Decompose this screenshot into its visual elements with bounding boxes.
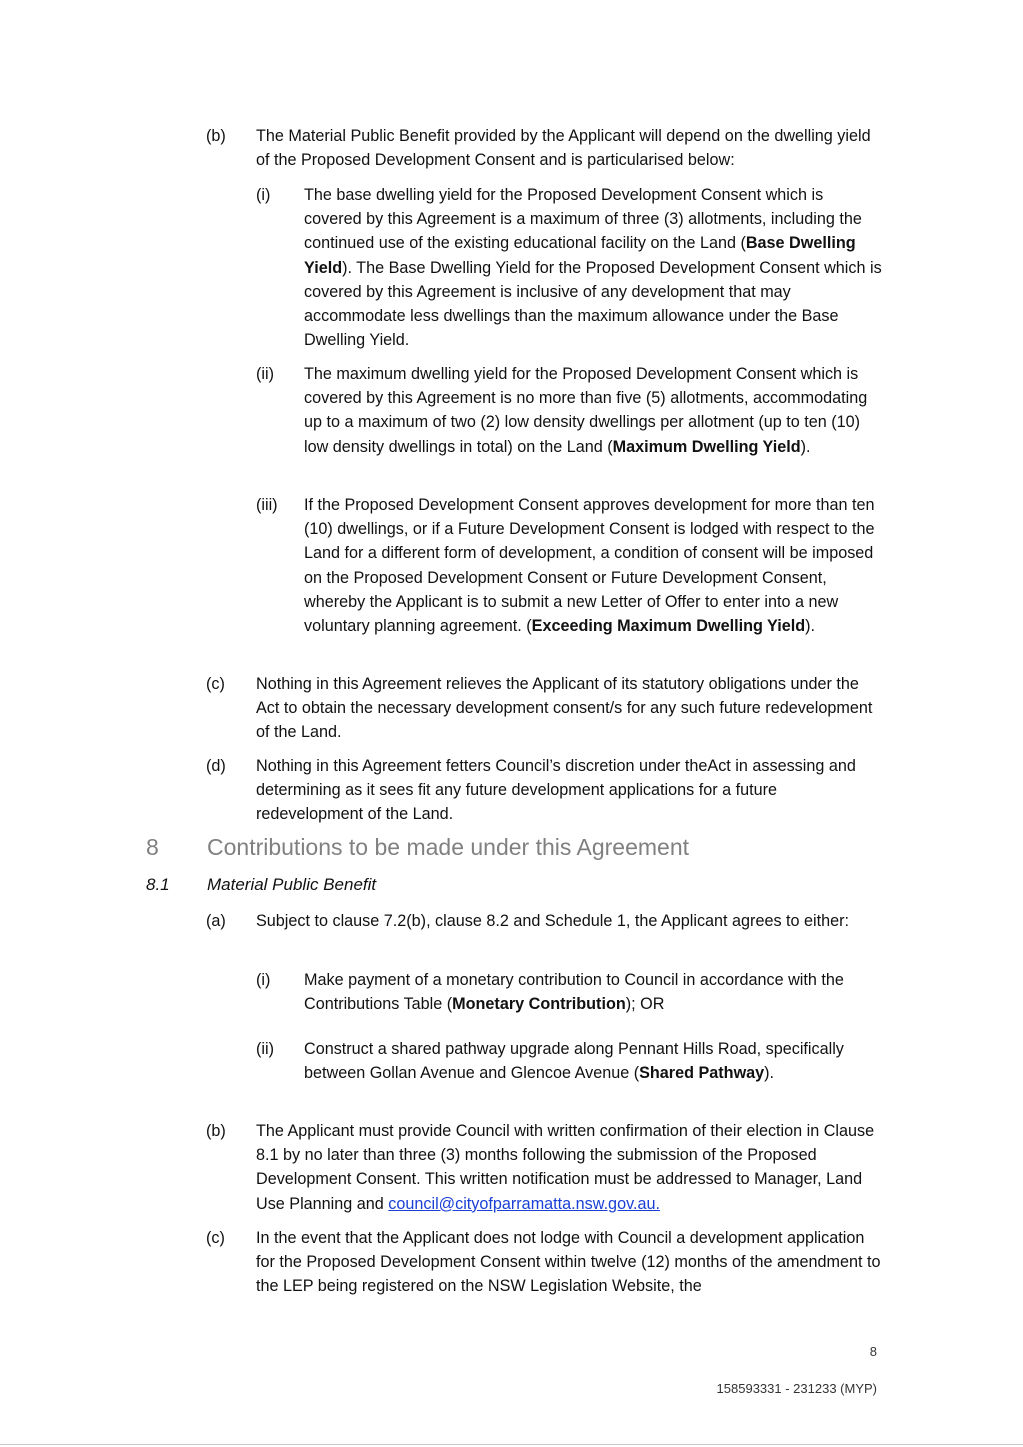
subclause-label-iii: (iii) [256, 496, 278, 514]
subclause-label-i: (i) [256, 186, 271, 204]
clause-8-1-c-text: In the event that the Applicant does not lodge with Council a development application for the Proposed Development Consent within twelve (12) months of the amendment to the LEP being registered on the NSW Legislation Website, the [256, 1229, 881, 1296]
section-8-title: Contributions to be made under this Agreement [207, 834, 690, 860]
clause-d-text: Nothing in this Agreement fetters Council’s discretion under theAct in assessing and determining as it sees fit any future development applications for a future redevelopment of the Land. [256, 757, 856, 824]
subclause-iii-text: If the Proposed Development Consent approves development for more than ten (10) dwellings, or if a Future Development Consent is lodged with respect to the Land for a different form of development, a condition of consent will be imposed on the Proposed Development Consent or Future Development Consent, whereby the Applicant is to submit a new Letter of Offer to enter into a new voluntary planning agreement. (Exceeding Maximum Dwelling Yield). [304, 496, 875, 636]
clause-8-1-a-i-text: Make payment of a monetary contribution to Council in accordance with the Contributions Table (Monetary Contribution); OR [304, 971, 844, 1014]
clause-label-d: (d) [206, 757, 226, 775]
page-number: 8 [869, 1344, 877, 1359]
section-8-1-title: Material Public Benefit [207, 875, 377, 894]
defined-term-monetary-contribution: Monetary Contribution [452, 995, 626, 1014]
clause-label-b: (b) [206, 127, 226, 145]
defined-term-maximum-dwelling-yield: Maximum Dwelling Yield [612, 437, 801, 456]
defined-term-shared-pathway: Shared Pathway [639, 1064, 765, 1083]
page-bottom-divider [0, 1444, 1023, 1445]
clause-label-c: (c) [206, 675, 225, 693]
clause-8-1-b-text: The Applicant must provide Council with written confirmation of their election in Clause 8.1 by no later than three (3) months following the submission of the Proposed Development Consent. This written notification must be addressed to Manager, Land Use Planning and council@cityofparramatta.nsw.gov.au. [256, 1122, 875, 1213]
subclause-i-text: The base dwelling yield for the Proposed Development Consent which is covered by this Agreement is a maximum of three (3) allotments, including the continued use of the existing educational facility on the Land (Base Dwelling Yield). The Base Dwelling Yield for the Proposed Development Consent which is covered by this Agreement is inclusive of any development that may accommodate less dwellings than the maximum allowance under the Base Dwelling Yield. [304, 186, 882, 350]
clause-8-1-a-ii-text: Construct a shared pathway upgrade along Pennant Hills Road, specifically between Gollan Avenue and Glencoe Avenue (Shared Pathway). [304, 1040, 844, 1083]
clause-8-1-a-text: Subject to clause 7.2(b), clause 8.2 and Schedule 1, the Applicant agrees to either: [256, 912, 850, 930]
clause-8-1-label-a: (a) [206, 912, 226, 930]
clause-8-1-a-label-i: (i) [256, 971, 271, 989]
council-email-link[interactable]: council@cityofparramatta.nsw.gov.au. [388, 1194, 660, 1213]
section-8-1-number: 8.1 [146, 875, 170, 894]
subclause-label-ii: (ii) [256, 365, 274, 383]
clause-8-1-a-label-ii: (ii) [256, 1040, 274, 1058]
clause-c-text: Nothing in this Agreement relieves the Applicant of its statutory obligations under the Act to obtain the necessary development consent/s for any such future redevelopment of the Land. [256, 675, 873, 742]
document-reference: 158593331 - 231233 (MYP) [716, 1381, 877, 1396]
clause-8-1-label-c: (c) [206, 1229, 225, 1247]
clause-8-1-label-b: (b) [206, 1122, 226, 1140]
defined-term-base-dwelling-yield: Base Dwelling Yield [304, 234, 856, 277]
subclause-ii-text: The maximum dwelling yield for the Proposed Development Consent which is covered by this Agreement is no more than five (5) allotments, accommodating up to a maximum of two (2) low density dwellings per allotment (up to ten (10) low density dwellings in total) on the Land (Maximum Dwelling Yield). [304, 365, 868, 456]
defined-term-exceeding-maximum-dwelling-yield: Exceeding Maximum Dwelling Yield [531, 617, 806, 636]
section-8-number: 8 [146, 834, 159, 860]
clause-b-text: The Material Public Benefit provided by the Applicant will depend on the dwelling yield of the Proposed Development Consent and is particularised below: [256, 127, 871, 170]
